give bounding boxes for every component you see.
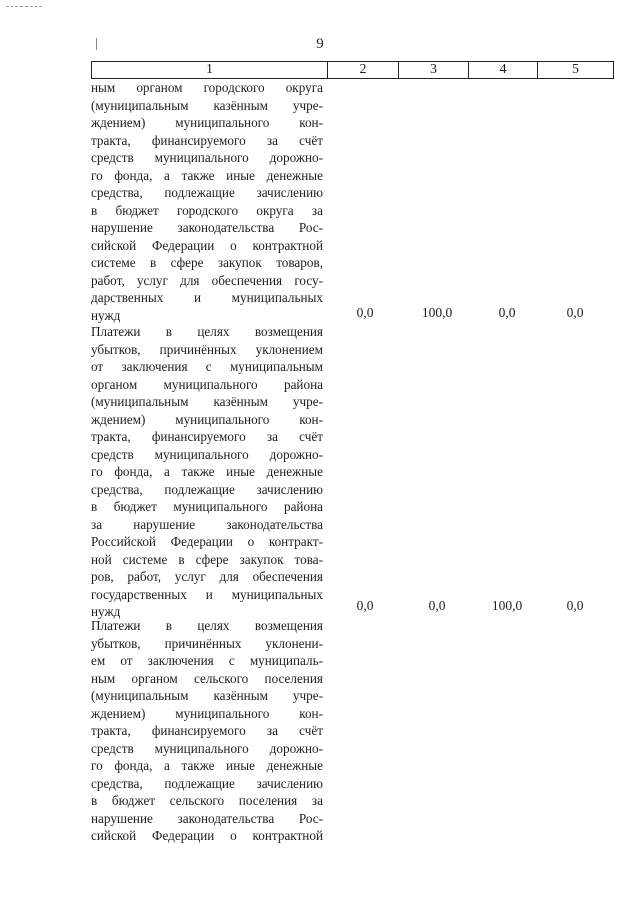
row-2-description: [91, 323, 323, 621]
row-2-line: го фонда, а также иные денежные: [91, 464, 323, 479]
row-2-line: тракта, финансируемого за счёт: [91, 429, 323, 444]
row-3-line: средств муниципального дорожно-: [91, 740, 323, 756]
row-3-line: убытков, причинённых уклонени-: [91, 635, 323, 651]
row-3-line: ным органом сельского поселения: [91, 670, 323, 686]
row-2-line: от заключения с муниципальным: [91, 359, 323, 374]
row-3-line: в бюджет сельского поселения за: [91, 793, 323, 808]
row-2-line: (муниципальным казённым учре-: [91, 394, 323, 409]
row-2-line: средств муниципального дорожно-: [91, 446, 323, 462]
table-header-col-5: 5: [537, 62, 613, 78]
row-3-line: Платежи в целях возмещения: [91, 618, 323, 633]
row-1-line: нарушение законодательства Рос-: [91, 220, 323, 235]
row-3-line: тракта, финансируемого за счёт: [91, 723, 323, 738]
row-2-line: органом муниципального района: [91, 376, 323, 392]
table-header-col-4: 4: [468, 62, 537, 78]
row-2-value-col-4: 100,0: [491, 598, 523, 613]
row-1-line: нужд: [91, 307, 121, 323]
row-1-line: средств муниципального дорожно-: [91, 150, 323, 165]
row-2-value-col-5: 0,0: [566, 598, 584, 613]
row-2-line: ной системе в сфере закупок това-: [91, 551, 323, 567]
row-2-line: убытков, причинённых уклонением: [91, 341, 323, 357]
row-1-line: ждением) муниципального кон-: [91, 115, 323, 130]
row-1-line: го фонда, а также иные денежные: [91, 167, 323, 183]
row-3-line: ем от заключения с муниципаль-: [91, 653, 323, 668]
row-2-line: ждением) муниципального кон-: [91, 411, 323, 427]
row-3-line: (муниципальным казённым учре-: [91, 688, 323, 703]
row-2-line: ров, работ, услуг для обеспечения: [91, 569, 323, 584]
row-2-line: Российской Федерации о контракт-: [91, 534, 323, 549]
scan-corner-mark: [6, 6, 42, 8]
row-1-line: ным органом городского округа: [91, 80, 323, 95]
row-2-line: за нарушение законодательства: [91, 516, 323, 532]
row-1-value-col-4: 0,0: [498, 305, 516, 320]
row-3-line: ждением) муниципального кон-: [91, 705, 323, 721]
row-2-value-col-2: 0,0: [356, 598, 374, 613]
row-1-value-col-3: 100,0: [421, 305, 453, 320]
row-2-line: средства, подлежащие зачислению: [91, 481, 323, 497]
row-2-line: Платежи в целях возмещения: [91, 324, 323, 339]
row-1-line: сийской Федерации о контрактной: [91, 237, 323, 253]
page-number: 9: [316, 36, 324, 52]
row-1-value-col-5: 0,0: [566, 305, 584, 320]
row-2-value-col-3: 0,0: [428, 598, 446, 613]
row-3-description: [91, 617, 323, 845]
row-1-line: системе в сфере закупок товаров,: [91, 255, 323, 270]
table-header-row: [91, 61, 614, 79]
row-1-line: дарственных и муниципальных: [91, 290, 323, 305]
row-1-line: тракта, финансируемого за счёт: [91, 132, 323, 148]
row-1-line: средства, подлежащие зачислению: [91, 185, 323, 200]
row-1-line: работ, услуг для обеспечения госу-: [91, 272, 323, 288]
table-header-col-2: 2: [327, 62, 398, 78]
row-2-line: нужд: [91, 604, 121, 619]
row-3-line: го фонда, а также иные денежные: [91, 758, 323, 773]
row-1-description: [91, 79, 323, 324]
row-1-line: (муниципальным казённым учре-: [91, 97, 323, 113]
row-1-line: в бюджет городского округа за: [91, 202, 323, 218]
row-3-line: нарушение законодательства Рос-: [91, 810, 323, 826]
row-2-line: в бюджет муниципального района: [91, 499, 323, 514]
row-1-value-col-2: 0,0: [356, 305, 374, 320]
row-3-line: сийской Федерации о контрактной: [91, 828, 323, 843]
row-2-line: государственных и муниципальных: [91, 586, 323, 602]
row-3-line: средства, подлежащие зачислению: [91, 775, 323, 791]
table-header-col-3: 3: [398, 62, 468, 78]
table-header-col-1: 1: [206, 62, 213, 77]
